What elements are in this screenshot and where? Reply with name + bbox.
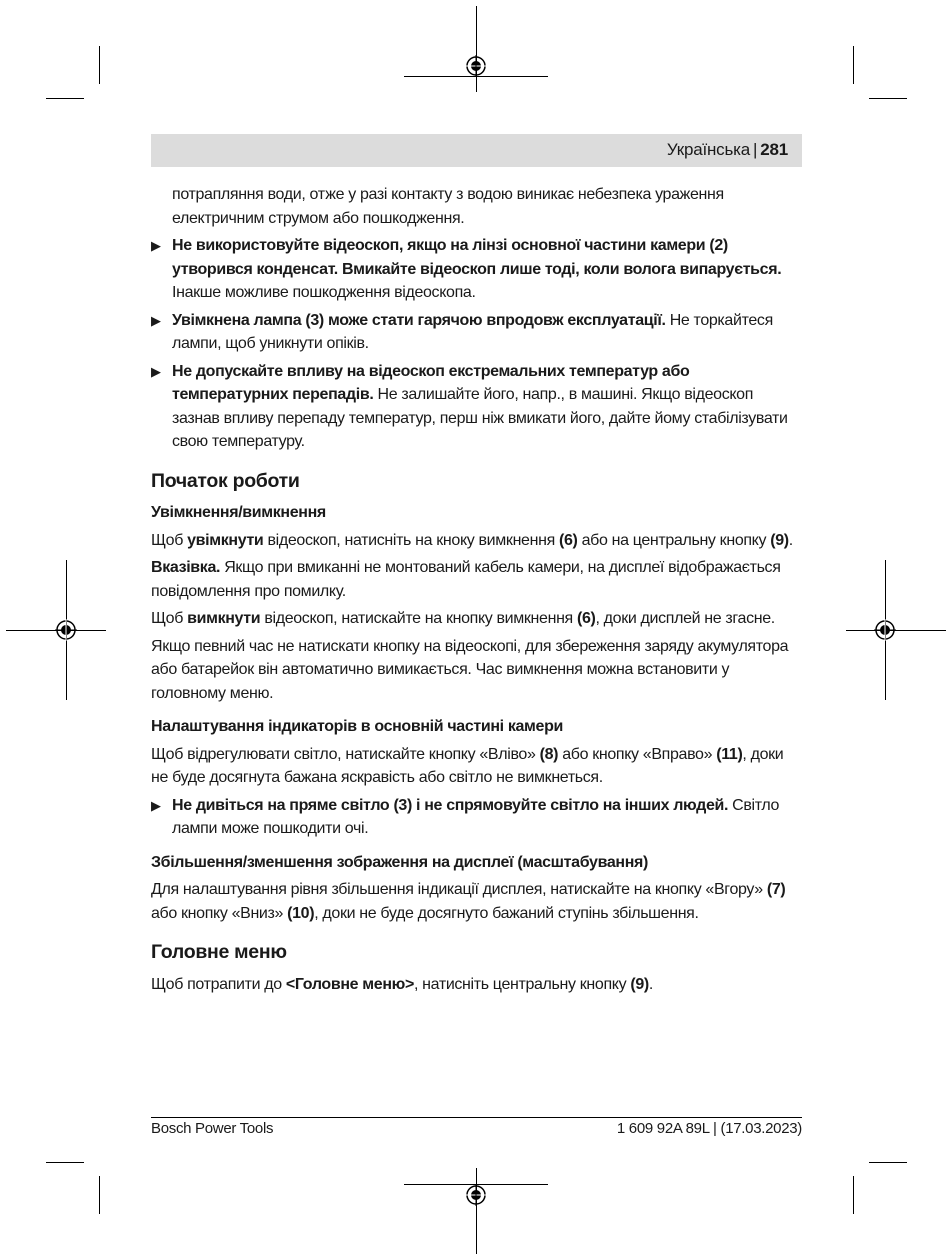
- bullet-text: Інакше можливе пошкодження відеоскопа.: [172, 284, 476, 301]
- paragraph-note: Вказівка. Якщо при вмиканні не монтований кабель камери, на дисплеї відображається повідомлення про помилку.: [151, 559, 781, 600]
- paragraph-auto-off: Якщо певний час не натискати кнопку на відеоскопі, для збереження заряду акумулятора або батарейок він автоматично вимикається. Час вимкнення можна встановити у головному меню.: [151, 637, 789, 702]
- bullet-arrow-icon: ▶: [151, 238, 161, 253]
- section-title-start: Початок роботи: [151, 469, 300, 492]
- footer-publisher: Bosch Power Tools: [151, 1120, 274, 1137]
- safety-bullet: [151, 360, 803, 454]
- paragraph-zoom: Для налаштування рівня збільшення індикації дисплея, натискайте на кнопку «Вгору» (7) або кнопку «Вниз» (10), доки не буде досягнуто бажаний ступінь збільшення.: [151, 881, 786, 922]
- header-separator: |: [753, 140, 758, 159]
- bullet-bold: Увімкнена лампа (3) може стати гарячою впродовж експлуатації.: [172, 311, 666, 329]
- safety-bullet: [151, 309, 803, 356]
- bullet-arrow-icon: ▶: [151, 312, 161, 328]
- bullet-bold: Не використовуйте відеоскоп, якщо на лінзі основної частини камери (2) утворився конденсат. Вмикайте відеоскоп лише тоді, коли волога випарується.: [172, 237, 782, 278]
- subheading-zoom: Збільшення/зменшення зображення на дисплеї (масштабування): [151, 853, 648, 871]
- subheading-onoff: Увімкнення/вимкнення: [151, 504, 326, 521]
- bullet-arrow-icon: ▶: [151, 797, 161, 813]
- bullet-bold: Не допускайте впливу на відеоскоп екстремальних температур або температурних перепадів.: [172, 362, 690, 403]
- continuation-text: потрапляння води, отже у разі контакту з водою виникає небезпека ураження електричним струмом або пошкодження.: [172, 186, 724, 227]
- registration-mark-icon: [465, 55, 487, 77]
- bullet-text: Не торкайтеся лампи, щоб уникнути опіків.: [172, 311, 773, 352]
- paragraph-menu: Щоб потрапити до <Головне меню>, натисніть центральну кнопку (9).: [151, 975, 653, 993]
- header-language: Українська: [666, 140, 751, 159]
- bullet-bold: Не дивіться на пряме світло (3) і не спрямовуйте світло на інших людей.: [172, 796, 729, 814]
- bullet-text: Не залишайте його, напр., в машині. Якщо відеоскоп зазнав впливу перепаду температур, перш ніж вмикати його, дайте йому стабілізувати свою температуру.: [172, 386, 788, 450]
- page-body: [151, 183, 803, 996]
- page-header: [151, 134, 802, 167]
- footer-rule: [151, 1117, 802, 1118]
- footer-doc-number: 1 609 92A 89L | (17.03.2023): [616, 1120, 802, 1137]
- paragraph-light: Щоб відрегулювати світло, натискайте кнопку «Вліво» (8) або кнопку «Вправо» (11), доки не буде досягнута бажана яскравість або світло не вимкнеться.: [151, 745, 784, 786]
- registration-mark-icon: [55, 619, 77, 641]
- bullet-arrow-icon: ▶: [151, 363, 161, 379]
- safety-bullet: [151, 794, 803, 841]
- subheading-indicators: Налаштування індикаторів в основній частині камери: [151, 718, 563, 735]
- section-title-menu: Головне меню: [151, 941, 287, 963]
- registration-mark-icon: [874, 619, 896, 641]
- safety-bullet: [151, 234, 803, 305]
- page-number: 281: [760, 140, 788, 159]
- registration-mark-icon: [465, 1184, 487, 1206]
- bullet-text: Світло лампи може пошкодити очі.: [172, 796, 780, 837]
- paragraph-switch-off: Щоб вимкнути відеоскоп, натискайте на кнопку вимкнення (6), доки дисплей не згасне.: [151, 610, 775, 627]
- paragraph-switch-on: Щоб увімкнути відеоскоп, натисніть на кноку вимкнення (6) або на центральну кнопку (9).: [151, 531, 793, 549]
- header-text: [667, 140, 788, 160]
